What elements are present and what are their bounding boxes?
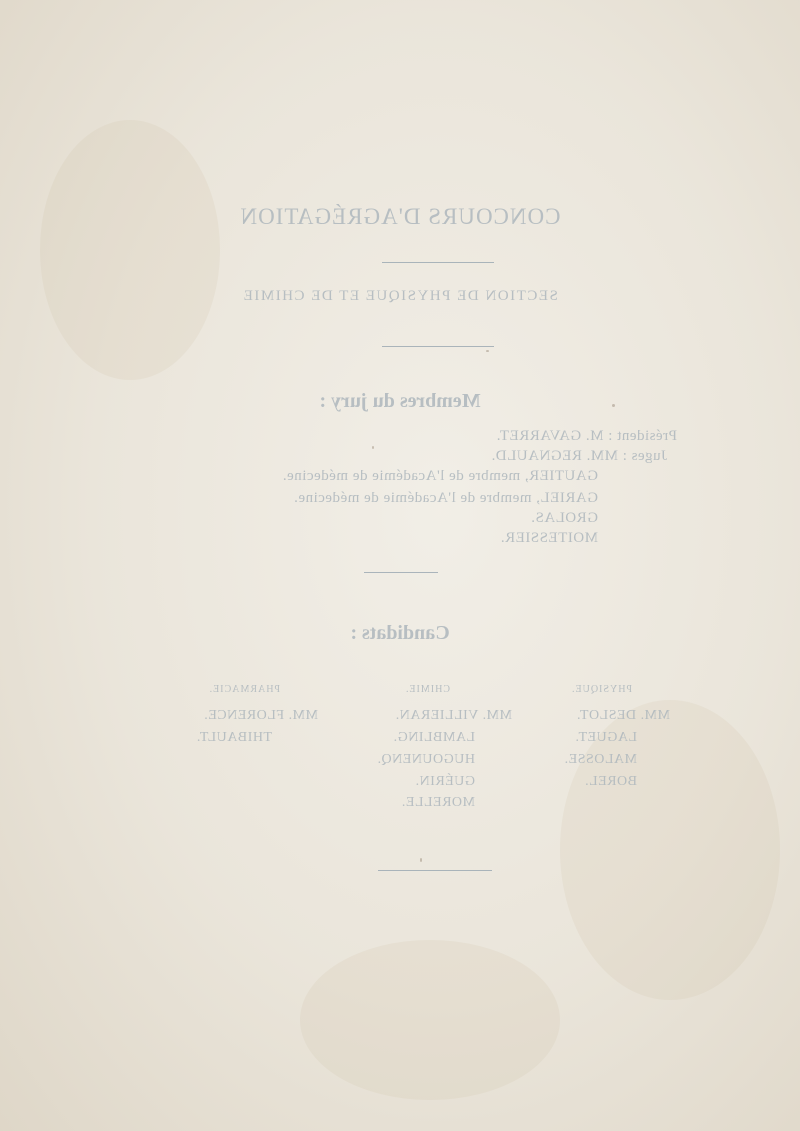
jury-member: GARIEL, membre de l'Académie de médecine. [293, 490, 598, 506]
jury-member: GROLAS. [530, 510, 598, 526]
candidate-name: THIBAULT. [196, 730, 272, 745]
candidate-name: MM. FLORENCE. [203, 708, 318, 723]
section-heading: SECTION DE PHYSIQUE ET DE CHIMIE [242, 288, 558, 304]
candidate-name: BOREL. [584, 774, 637, 789]
column-heading: CHIMIE. [404, 684, 450, 695]
candidate-name: MORELLE. [401, 795, 475, 810]
jury-president: Président : M. GAVARRET. [496, 428, 677, 444]
jury-member: GAUTIER, membre de l'Académie de médecine. [282, 468, 598, 484]
candidate-name: LAGUET. [575, 730, 637, 745]
divider-rule [382, 262, 494, 263]
candidate-name: HUGOUNENQ. [377, 752, 475, 767]
candidate-name: GUÉRIN. [415, 774, 475, 789]
divider-rule [378, 870, 492, 871]
jury-member: MOITESSIER. [500, 530, 598, 546]
column-heading: PHYSIQUE. [571, 684, 632, 695]
jury-judges: Juges : MM. REGNAULD. [491, 448, 667, 464]
candidate-name: MM. DESLOT. [576, 708, 670, 723]
divider-rule [382, 346, 494, 347]
candidate-name: MM. VILLIERAN. [395, 708, 512, 723]
column-heading: PHARMACIE. [208, 684, 280, 695]
jury-heading: Membres du jury : [319, 390, 481, 412]
candidate-name: LAMBLING. [393, 730, 475, 745]
document-title: CONCOURS D'AGRÉGATION [239, 204, 561, 229]
candidate-name: MALOSSE. [564, 752, 637, 767]
divider-rule [364, 572, 438, 573]
candidates-heading: Candidats : [350, 622, 450, 644]
